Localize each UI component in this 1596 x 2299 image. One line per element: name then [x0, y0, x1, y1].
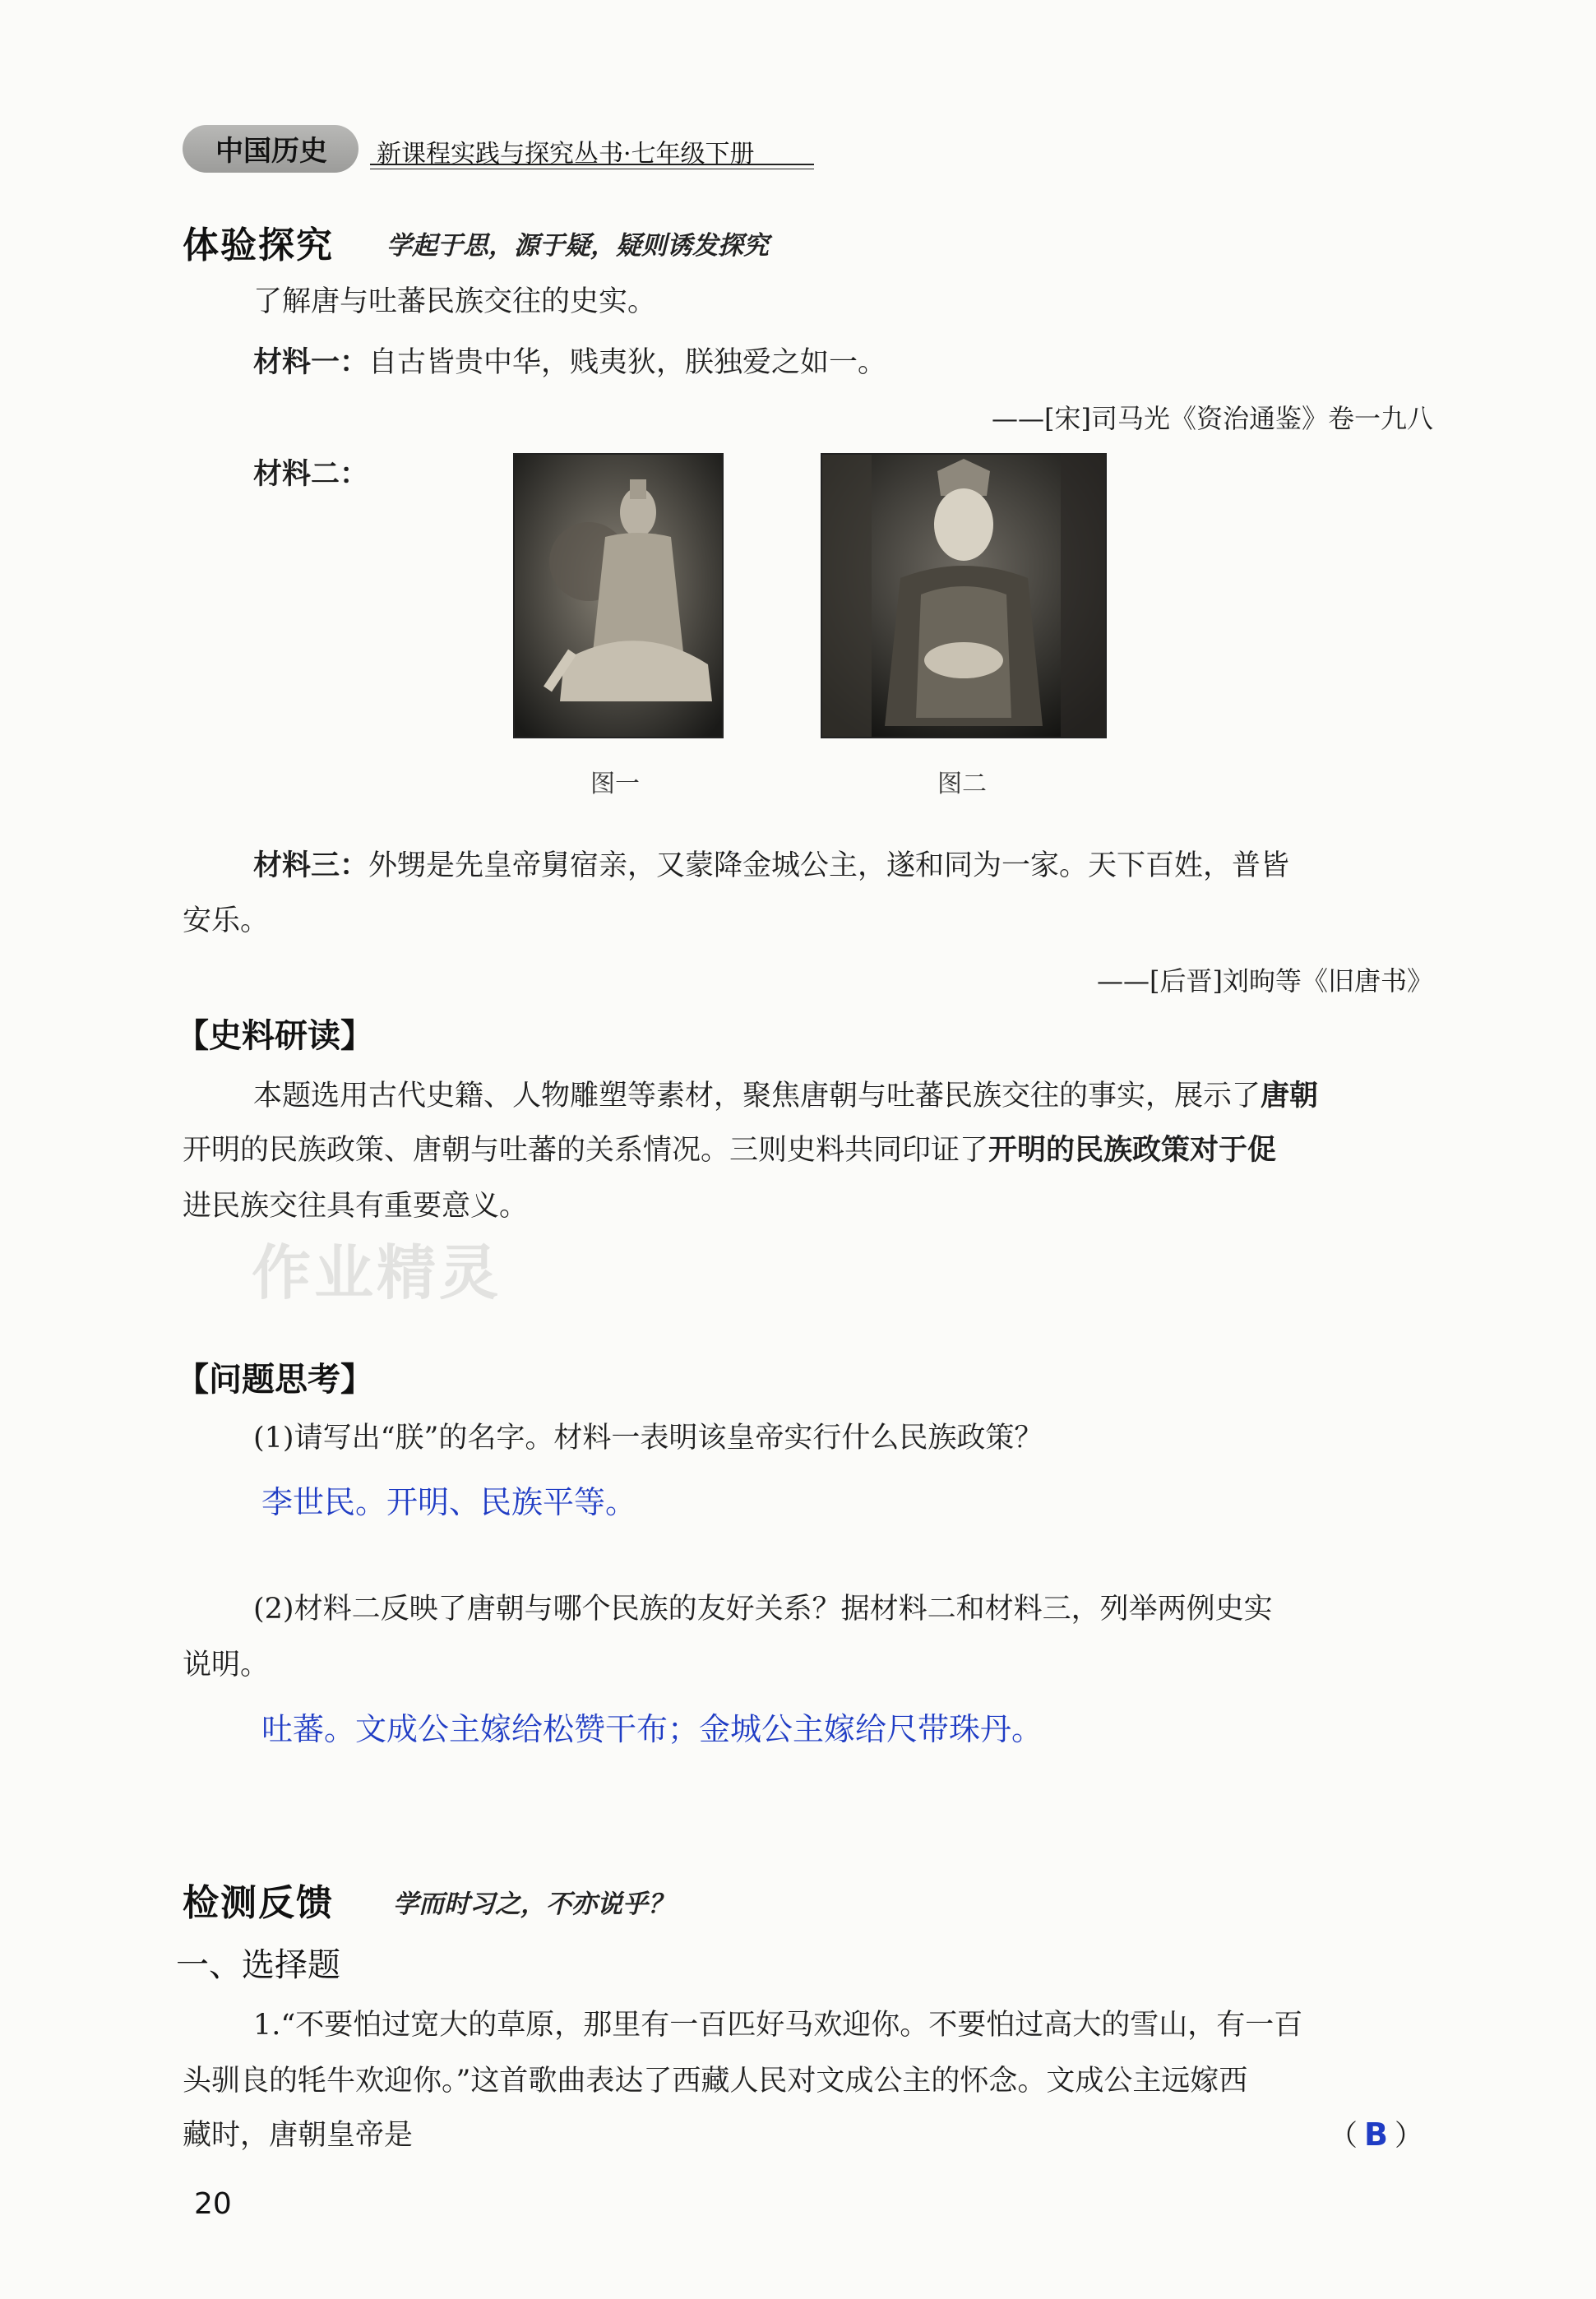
- reading-line1: 本题选用古代史籍、人物雕塑等素材，聚焦唐朝与吐蕃民族交往的事实，展示了唐朝: [253, 1079, 1319, 1112]
- answer-two: 吐蕃。文成公主嫁给松赞干布；金城公主嫁给尺带珠丹。: [261, 1711, 1043, 1747]
- question-two-line2: 说明。: [183, 1649, 270, 1681]
- material-one-text: 自古皆贵中华，贱夷狄，朕独爱之如一。: [368, 346, 887, 379]
- reading-line3: 进民族交往具有重要意义。: [183, 1190, 529, 1223]
- section-motto-explore: 学起于思，源于疑，疑则诱发探究: [386, 231, 769, 261]
- material-three: [253, 835, 1289, 896]
- material-three-source: ——[后晋]刘昫等《旧唐书》: [1097, 965, 1433, 997]
- material-one-label: 材料一：: [253, 346, 369, 379]
- mc-question-line1: 1.“不要怕过宽大的草原，那里有一百匹好马欢迎你。不要怕过高大的雪山，有一百: [253, 2009, 1303, 2042]
- bracket-close: ）: [1394, 2120, 1423, 2153]
- material-one-source: ——[宋]司马光《资治通鉴》卷一九八: [992, 403, 1433, 434]
- material-three-text-line2: 安乐。: [183, 904, 270, 937]
- bracket-open: （: [1329, 2120, 1358, 2153]
- figure-two-caption: 图二: [937, 770, 987, 798]
- header-rule: [370, 164, 814, 165]
- choice-section-heading: 一、选择题: [176, 1946, 340, 1984]
- reading-line2: 开明的民族政策、唐朝与吐蕃的关系情况。三则史料共同印证了开明的民族政策对于促: [183, 1133, 1277, 1167]
- princess-statue-illustration: [822, 455, 1105, 737]
- question-one: (1)请写出“朕”的名字。材料一表明该皇帝实行什么民族政策？: [253, 1422, 1043, 1455]
- header-subject: 中国历史: [215, 135, 327, 168]
- explore-intro: 了解唐与吐蕃民族交往的史实。: [253, 285, 657, 318]
- material-three-text-line1: 外甥是先皇帝舅宿亲，又蒙降金城公主，遂和同为一家。天下百姓，普皆: [368, 849, 1290, 882]
- answer-bracket: [1329, 2113, 1423, 2154]
- mc-question-line3: 藏时，唐朝皇帝是: [183, 2119, 414, 2152]
- watermark: 作业精灵: [252, 1238, 502, 1307]
- page-number: 20: [194, 2187, 232, 2221]
- header-series-title: 新课程实践与探究丛书·七年级下册: [377, 140, 755, 169]
- section-title-explore: 体验探究: [183, 224, 334, 266]
- section-motto-feedback: 学而时习之，不亦说乎？: [393, 1890, 673, 1919]
- mc-answer: B: [1364, 2116, 1388, 2153]
- reading-heading: 【史料研读】: [176, 1017, 373, 1055]
- mc-question-line2: 头驯良的牦牛欢迎你。”这首歌曲表达了西藏人民对文成公主的怀念。文成公主远嫁西: [183, 2065, 1248, 2098]
- figure-one-caption: 图一: [590, 770, 640, 798]
- figure-two-image: [821, 453, 1107, 738]
- material-one: [253, 332, 886, 393]
- answer-one: 李世民。开明、民族平等。: [261, 1484, 637, 1520]
- questions-heading: 【问题思考】: [176, 1361, 373, 1399]
- seated-statue-illustration: [515, 455, 722, 737]
- question-two-line1: (2)材料二反映了唐朝与哪个民族的友好关系？据材料二和材料三，列举两例史实: [253, 1593, 1273, 1626]
- material-two-label: 材料二：: [253, 458, 369, 491]
- material-three-label: 材料三：: [253, 849, 369, 882]
- figure-one-image: [513, 453, 724, 738]
- section-title-feedback: 检测反馈: [183, 1882, 334, 1924]
